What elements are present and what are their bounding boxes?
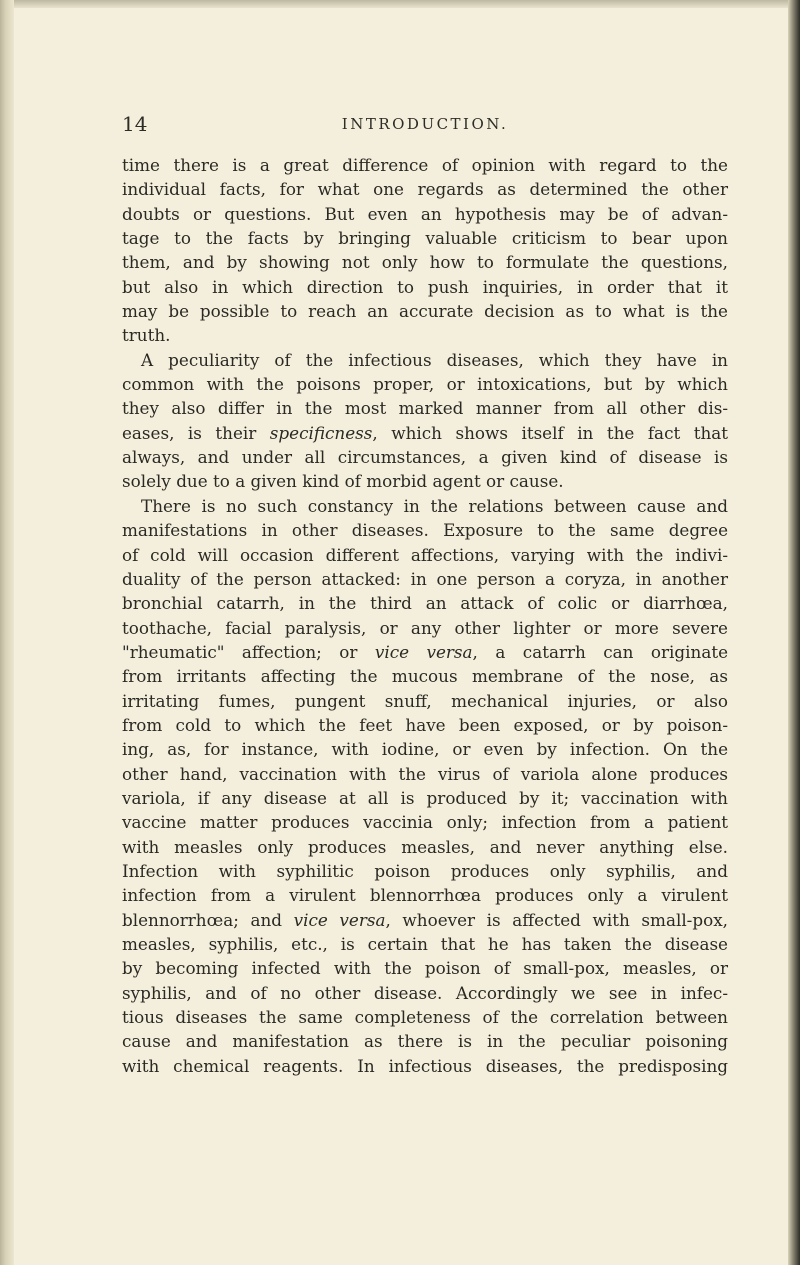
text-line (122, 421, 728, 445)
page-right-edge (788, 0, 800, 1265)
text-segment: blennorrhœa; and (122, 909, 294, 930)
text-line (122, 640, 728, 664)
text-line: common with the poisons proper, or intoxications, but by which (122, 374, 728, 395)
text-line: duality of the person attacked: in one person a coryza, in another (122, 568, 728, 589)
text-line: toothache, facial paralysis, or any other lighter or more severe (122, 617, 728, 638)
text-line: of cold will occasion different affections, varying with the indivi- (122, 544, 728, 565)
text-line: ing, as, for instance, with iodine, or even by infection. On the (122, 739, 728, 760)
italic-term: specificness (269, 422, 373, 443)
text-line: they also differ in the most marked manner from all other dis- (122, 398, 728, 419)
text-line: cause and manifestation as there is in the peculiar poisoning (122, 1031, 728, 1052)
body-text (122, 153, 728, 1078)
text-line: from irritants affecting the mucous membrane of the nose, as (122, 666, 728, 687)
text-segment: eases, is their (122, 422, 270, 443)
text-line: solely due to a given kind of morbid agent or cause. (122, 471, 564, 492)
text-line: always, and under all circumstances, a given kind of disease is (122, 447, 728, 468)
text-line: measles, syphilis, etc., is certain that he has taken the disease (122, 934, 728, 954)
text-line: them, and by showing not only how to formulate the questions, (122, 252, 728, 273)
italic-term: vice versa (374, 641, 473, 662)
text-line: doubts or questions. But even an hypothesis may be of advan- (122, 203, 728, 224)
text-segment: , whoever is affected with small-pox, (385, 909, 728, 930)
text-line: bronchial catarrh, in the third an attack of colic or diarrhœa, (122, 593, 728, 614)
page-top-edge (0, 0, 800, 8)
text-line: Infection with syphilitic poison produces only syphilis, and (122, 860, 728, 881)
text-line: but also in which direction to push inquiries, in order that it (122, 276, 728, 297)
page-left-edge (0, 0, 14, 1265)
running-head: INTRODUCTION. (341, 115, 509, 133)
text-line: There is no such constancy in the relations between cause and (141, 495, 728, 516)
text-line: with chemical reagents. In infectious diseases, the predisposing (122, 1055, 728, 1076)
text-line: manifestations in other diseases. Exposure to the same degree (122, 520, 728, 541)
text-line: other hand, vaccination with the virus of variola alone produces (122, 763, 728, 784)
text-line: individual facts, for what one regards as determined the other (122, 179, 728, 200)
text-line: tious diseases the same completeness of the correlation between (122, 1007, 728, 1028)
text-line (122, 908, 728, 932)
text-segment: "rheumatic" affection; or (122, 641, 375, 662)
italic-term: vice versa (293, 909, 386, 930)
text-line: may be possible to reach an accurate decision as to what is the (122, 301, 728, 322)
text-line: from cold to which the feet have been exposed, or by poison- (122, 714, 728, 735)
text-line: irritating fumes, pungent snuff, mechanical injuries, or also (122, 690, 728, 711)
page-number: 14 (122, 112, 148, 136)
text-line: truth. (122, 325, 171, 346)
text-line: tage to the facts by bringing valuable criticism to bear upon (122, 228, 728, 249)
text-line: by becoming infected with the poison of small-pox, measles, or (122, 958, 728, 979)
text-line: A peculiarity of the infectious diseases, which they have in (141, 349, 728, 370)
text-line: infection from a virulent blennorrhœa produces only a virulent (122, 885, 728, 906)
text-line: syphilis, and of no other disease. Accordingly we see in infec- (122, 982, 728, 1003)
text-segment: , which shows itself in the fact that (372, 422, 729, 443)
page-header (122, 112, 728, 138)
text-line: variola, if any disease at all is produced by it; vaccination with (122, 787, 728, 808)
text-line: with measles only produces measles, and never anything else. (122, 836, 728, 857)
text-line: time there is a great difference of opinion with regard to the (122, 155, 728, 175)
text-segment: , a catarrh can originate (472, 641, 729, 662)
text-line: vaccine matter produces vaccinia only; infection from a patient (122, 812, 728, 833)
